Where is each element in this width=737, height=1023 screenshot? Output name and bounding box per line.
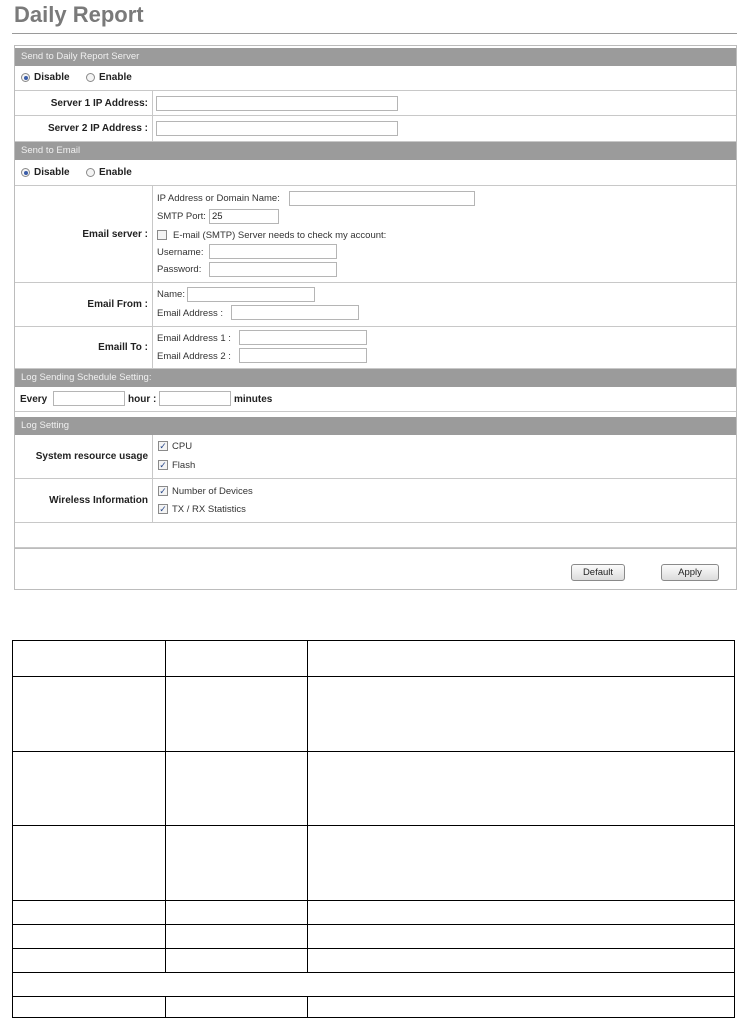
- grid-row-line: [13, 825, 734, 826]
- devices-label: Number of Devices: [172, 486, 253, 497]
- section-header-log: Log Setting: [15, 417, 736, 435]
- section-header-schedule: Log Sending Schedule Setting:: [15, 369, 736, 387]
- smtp-port-input[interactable]: 25: [209, 209, 279, 224]
- grid-row-line: [13, 900, 734, 901]
- grid-row-line: [13, 972, 734, 973]
- server2-ip-input[interactable]: [156, 121, 398, 136]
- to-address1-input[interactable]: [239, 330, 367, 345]
- minutes-input[interactable]: [159, 391, 231, 406]
- server2-row: [15, 116, 736, 142]
- cpu-label: CPU: [172, 441, 193, 452]
- email-server-row: [15, 186, 736, 283]
- smtp-auth-checkbox[interactable]: [157, 230, 167, 240]
- email-from-row: [15, 283, 736, 327]
- server-disable-label: Disable: [34, 72, 70, 83]
- cpu-checkbox[interactable]: ✓: [159, 441, 167, 451]
- server2-label: Server 2 IP Address :: [15, 116, 153, 141]
- email-disable-radio[interactable]: [21, 168, 30, 177]
- email-enable-row: [15, 160, 736, 186]
- email-to-row: [15, 327, 736, 369]
- devices-checkbox[interactable]: ✓: [159, 486, 167, 496]
- system-resource-label: System resource usage: [15, 435, 153, 478]
- to-address2-label: Email Address 2 :: [157, 351, 231, 362]
- hour-input[interactable]: [53, 391, 125, 406]
- server1-ip-input[interactable]: [156, 96, 398, 111]
- section-header-email: Send to Email: [15, 142, 736, 160]
- section-header-server: Send to Daily Report Server: [15, 48, 736, 66]
- ip-domain-label: IP Address or Domain Name:: [157, 193, 280, 204]
- apply-button[interactable]: Apply: [661, 564, 719, 581]
- email-server-label: Email server :: [15, 186, 153, 282]
- server1-row: [15, 91, 736, 116]
- ip-domain-input[interactable]: [289, 191, 475, 206]
- txrx-checkbox[interactable]: ✓: [159, 504, 167, 514]
- grid-row-line: [13, 996, 734, 997]
- to-address1-label: Email Address 1 :: [157, 333, 231, 344]
- title-divider: [12, 33, 737, 34]
- username-label: Username:: [157, 247, 204, 258]
- empty-table-grid: [12, 640, 735, 1018]
- from-name-label: Name:: [157, 289, 185, 300]
- grid-row-line: [13, 948, 734, 949]
- grid-col-divider-2b: [307, 996, 308, 1018]
- flash-checkbox[interactable]: ✓: [159, 460, 167, 470]
- email-enable-radio[interactable]: [86, 168, 95, 177]
- flash-label: Flash: [172, 460, 196, 471]
- default-button[interactable]: Default: [571, 564, 625, 581]
- email-enable-label: Enable: [99, 167, 132, 178]
- wireless-info-label: Wireless Information: [15, 479, 153, 522]
- daily-report-panel: [14, 45, 737, 590]
- password-label: Password:: [157, 264, 202, 275]
- system-resource-row: [15, 435, 736, 479]
- minutes-label: minutes: [234, 394, 273, 405]
- every-label: Every: [20, 394, 48, 405]
- server-enable-label: Enable: [99, 72, 132, 83]
- password-input[interactable]: [209, 262, 337, 277]
- grid-row-line: [13, 751, 734, 752]
- smtp-port-label: SMTP Port:: [157, 211, 206, 222]
- server1-label: Server 1 IP Address:: [15, 91, 153, 115]
- server-disable-radio[interactable]: [21, 73, 30, 82]
- username-input[interactable]: [209, 244, 337, 259]
- grid-col-divider-1b: [165, 996, 166, 1018]
- email-disable-label: Disable: [34, 167, 70, 178]
- footer-divider: [15, 548, 736, 549]
- email-to-label: Emaill To :: [15, 327, 153, 368]
- blank-row: [15, 523, 736, 548]
- schedule-row: [15, 387, 736, 412]
- smtp-auth-label: E-mail (SMTP) Server needs to check my account:: [173, 230, 387, 241]
- from-address-label: Email Address :: [157, 308, 223, 319]
- from-name-input[interactable]: [187, 287, 315, 302]
- grid-row-line: [13, 924, 734, 925]
- page-title: Daily Report: [14, 2, 144, 27]
- email-from-label: Email From :: [15, 283, 153, 326]
- grid-row-line: [13, 676, 734, 677]
- from-address-input[interactable]: [231, 305, 359, 320]
- wireless-info-row: [15, 479, 736, 523]
- server-enable-radio[interactable]: [86, 73, 95, 82]
- txrx-label: TX / RX Statistics: [172, 504, 246, 515]
- to-address2-input[interactable]: [239, 348, 367, 363]
- server-enable-row: [15, 66, 736, 91]
- hour-label: hour :: [128, 394, 157, 405]
